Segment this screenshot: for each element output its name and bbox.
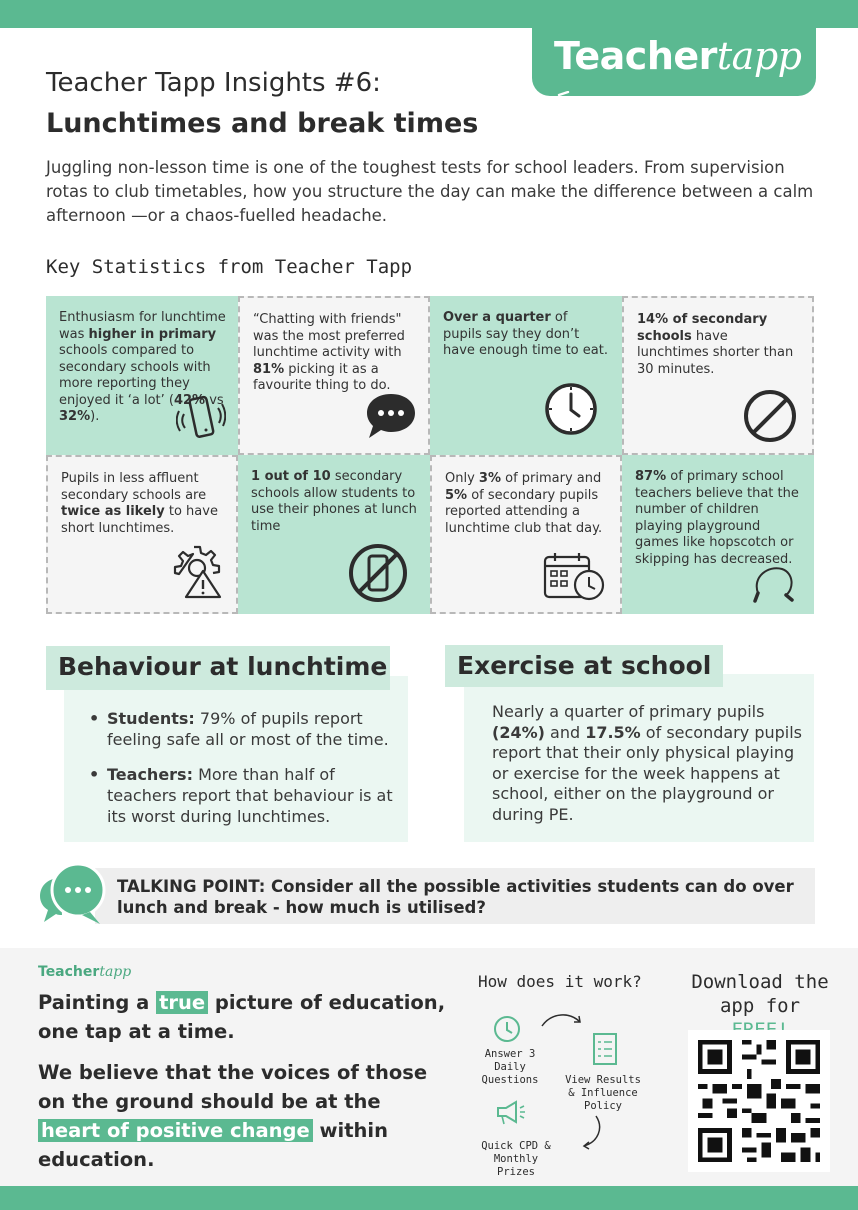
chat-bubbles-icon	[38, 862, 108, 930]
step-answer: Answer 3 Daily Questions	[481, 1048, 539, 1086]
stat-card: 1 out of 10 secondary schools allow students to use their phones at lunch time	[238, 455, 430, 614]
phone-vibrate-icon	[176, 394, 226, 446]
sparkle-icon	[556, 91, 572, 113]
footer-tagline: Painting a true picture of education, one tap at a time.	[38, 991, 446, 1043]
qr-code[interactable]	[688, 1030, 830, 1172]
stat-card: Over a quarter of pupils say they don’t have enough time to eat.	[430, 296, 622, 455]
chat-bubble-icon	[365, 392, 417, 440]
megaphone-icon	[494, 1098, 526, 1128]
step-cpd: Quick CPD & Monthly Prizes	[481, 1140, 551, 1178]
how-it-works-title: How does it work?	[478, 972, 642, 991]
skipping-rope-icon	[750, 563, 796, 603]
download-callout: Download the app for	[691, 971, 829, 1017]
prohibited-icon	[742, 388, 798, 444]
stat-card: Pupils in less affluent secondary schools are twice as likely to have short lunchtimes.	[46, 455, 238, 614]
brand-logo	[532, 20, 816, 96]
intro-paragraph: Juggling non-lesson time is one of the toughest tests for school leaders. From supervision rotas to club timetables, how you structure the day can make the difference between a calm afternoon —or a chaos-fuelled headache.	[46, 158, 814, 225]
arrow-icon	[540, 1010, 584, 1030]
page-title-line2: Lunchtimes and break times	[46, 108, 479, 139]
clock-icon	[544, 382, 598, 436]
stat-card: “Chatting with friends" was the most preferred lunchtime activity with 81% picking it as a favourite thing to do.	[238, 296, 430, 455]
behaviour-heading: Behaviour at lunchtime	[46, 646, 390, 690]
talking-point-text: TALKING POINT: Consider all the possible activities students can do over lunch and break - how much is utilised?	[117, 877, 794, 917]
calendar-clock-icon	[542, 551, 606, 603]
talking-point-box	[95, 868, 815, 924]
page-title-line1: Teacher Tapp Insights #6:	[46, 68, 381, 98]
stat-card: Only 3% of primary and 5% of secondary pupils reported attending a lunchtime club that day.	[430, 455, 622, 614]
gear-warning-icon	[170, 543, 226, 599]
no-phone-icon	[348, 543, 408, 603]
footer-belief: We believe that the voices of those on the ground should be at the heart of positive change within education.	[38, 1061, 428, 1171]
footer-logo: Teachertapp	[38, 964, 132, 980]
arrow-icon	[578, 1114, 604, 1150]
stat-card: Enthusiasm for lunchtime was higher in primary schools compared to secondary schools with more reporting they enjoyed it ‘a lot’ (42% vs 32%).	[46, 296, 238, 455]
list-item: • Students: 79% of pupils report feeling safe all or most of the time.	[89, 709, 389, 749]
list-item: • Teachers: More than half of teachers report that behaviour is at its worst during lunchtimes.	[89, 765, 393, 826]
logo-script-word: tapp	[716, 34, 802, 78]
key-stats-heading: Key Statistics from Teacher Tapp	[46, 256, 413, 278]
exercise-text: Nearly a quarter of primary pupils (24%) and 17.5% of secondary pupils report that their only physical playing or exercise for the week happens at school, either on the playground or during PE.	[492, 702, 802, 824]
clock-icon	[492, 1014, 522, 1044]
logo-word: Teacher	[554, 34, 717, 78]
exercise-heading: Exercise at school	[445, 645, 723, 687]
stats-grid	[46, 296, 814, 614]
checklist-icon	[592, 1032, 618, 1066]
stat-card: 87% of primary school teachers believe that the number of children playing playground games like hopscotch or skipping has decreased.	[622, 455, 814, 614]
qr-code-icon	[688, 1030, 830, 1172]
bottom-bar	[0, 1186, 858, 1210]
stat-card: 14% of secondary schools have lunchtimes shorter than 30 minutes.	[622, 296, 814, 455]
step-results: View Results & Influence Policy	[565, 1074, 641, 1112]
